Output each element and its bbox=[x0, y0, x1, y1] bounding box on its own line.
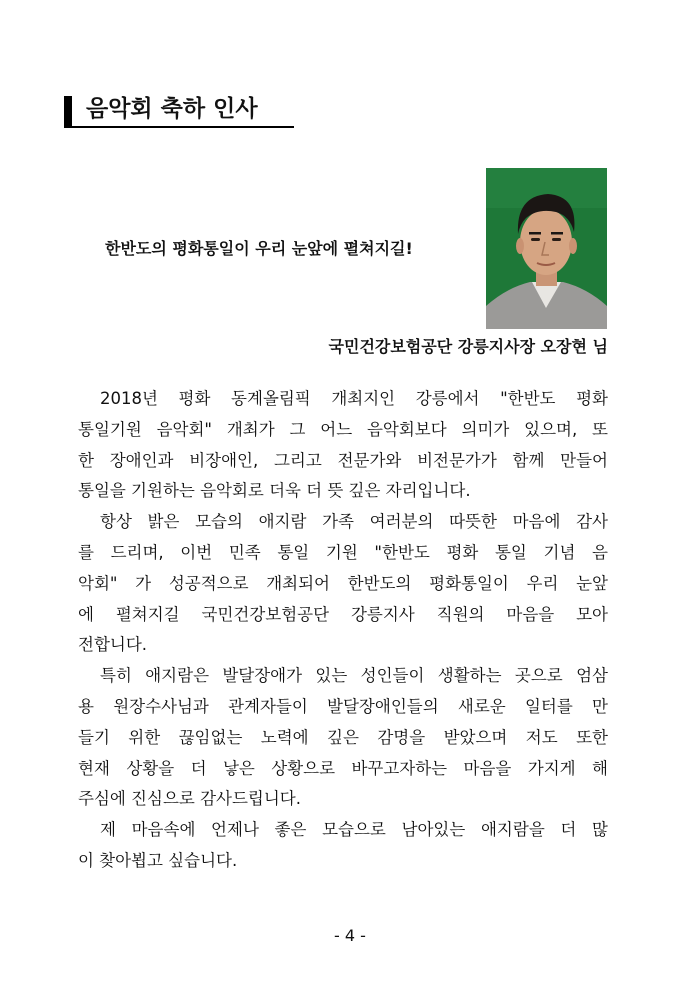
page-number: - 4 - bbox=[334, 926, 366, 945]
body-line: 를 드리며, 이번 민족 통일 기원 "한반도 평화 통일 기념 음 bbox=[78, 542, 608, 562]
author-byline: 국민건강보험공단 강릉지사장 오장현 님 bbox=[328, 337, 608, 356]
body-line: 용 원장수사님과 관계자들이 발달장애인들의 새로운 일터를 만 bbox=[78, 696, 608, 716]
body-line: 통일을 기원하는 음악회로 더욱 더 뜻 깊은 자리입니다. bbox=[78, 481, 471, 501]
greeting-body bbox=[78, 384, 608, 877]
greeting-subtitle: 한반도의 평화통일이 우리 눈앞에 펼쳐지길! bbox=[105, 239, 413, 258]
body-line: 한 장애인과 비장애인, 그리고 전문가와 비전문가가 함께 만들어 bbox=[78, 450, 608, 470]
body-line: 제 마음속에 언제나 좋은 모습으로 남아있는 애지람을 더 많 bbox=[100, 820, 608, 840]
body-line: 악회" 가 성공적으로 개최되어 한반도의 평화통일이 우리 눈앞 bbox=[78, 573, 608, 593]
section-title bbox=[64, 94, 294, 128]
body-line: 들기 위한 끊임없는 노력에 깊은 감명을 받았으며 저도 또한 bbox=[78, 727, 608, 747]
author-portrait-photo bbox=[486, 168, 607, 329]
title-marker-bar bbox=[64, 96, 72, 126]
body-line: 항상 밝은 모습의 애지람 가족 여러분의 따뜻한 마음에 감사 bbox=[100, 512, 608, 532]
body-line: 현재 상황을 더 낳은 상황으로 바꾸고자하는 마음을 가지게 해 bbox=[78, 758, 608, 778]
page-title: 음악회 축하 인사 bbox=[86, 96, 258, 122]
body-line: 통일기원 음악회" 개최가 그 어느 음악회보다 의미가 있으며, 또 bbox=[78, 419, 608, 439]
body-line: 전합니다. bbox=[78, 635, 148, 655]
title-underline bbox=[64, 126, 294, 128]
body-line: 주심에 진심으로 감사드립니다. bbox=[78, 789, 301, 809]
portrait-illustration bbox=[486, 168, 607, 329]
body-line: 특히 애지람은 발달장애가 있는 성인들이 생활하는 곳으로 엄삼 bbox=[100, 666, 608, 686]
body-line: 2018년 평화 동계올림픽 개최지인 강릉에서 "한반도 평화 bbox=[100, 389, 608, 408]
body-line: 에 펼쳐지길 국민건강보험공단 강릉지사 직원의 마음을 모아 bbox=[78, 604, 608, 624]
body-line: 이 찾아뵙고 싶습니다. bbox=[78, 850, 238, 870]
